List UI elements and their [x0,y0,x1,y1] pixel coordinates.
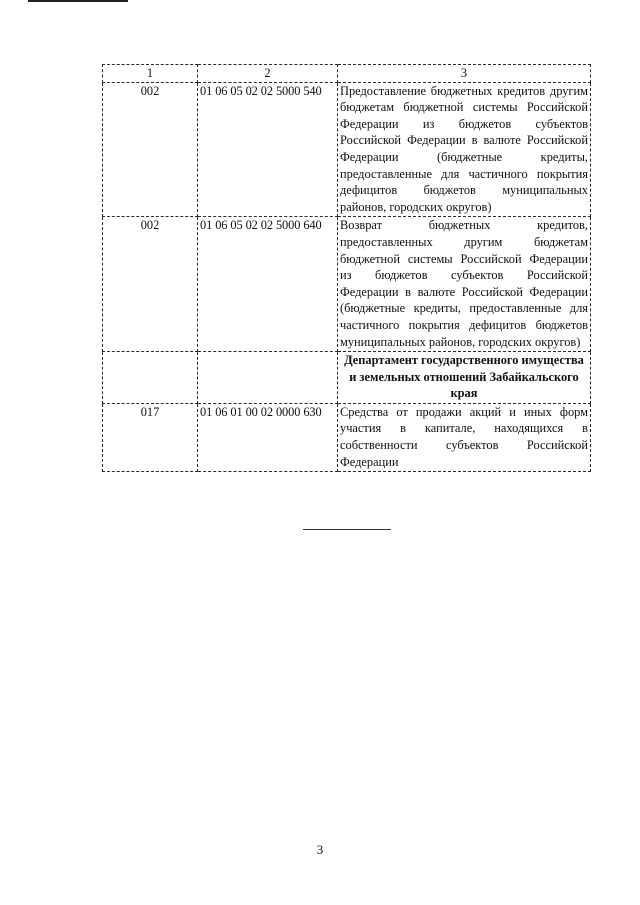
description-cell: Средства от продажи акций и иных форм участия в капитале, находящихся в собственности субъектов Российской Федерации [338,403,591,471]
description-cell: Предоставление бюджетных кредитов другим бюджетам бюджетной системы Российской Федерации из бюджетов субъектов Российской Федерации в валюте Российской Федерации (бюджетные кредиты, предоставленные для частичного покрытия дефицитов бюджетов муниципальных районов, городских округов) [338,82,591,217]
page-number: 3 [316,842,324,857]
top-rule [28,0,128,2]
table-header-row [103,65,591,83]
table-row [103,403,591,471]
department-heading-row [103,352,591,404]
admin-code-cell [103,352,198,404]
table-row [103,217,591,352]
budget-classification-code-cell [198,352,338,404]
budget-classification-code-cell: 01 06 05 02 02 5000 640 [198,217,338,352]
admin-code-cell: 002 [103,217,198,352]
admin-code-cell: 002 [103,82,198,217]
department-heading: Департамент государственного имущества и земельных отношений Забайкальского края [338,352,591,404]
budget-classification-code-cell: 01 06 05 02 02 5000 540 [198,82,338,217]
end-of-table-rule [303,529,391,530]
column-header-2: 2 [198,65,338,83]
budget-classification-code-cell: 01 06 01 00 02 0000 630 [198,403,338,471]
column-header-3: 3 [338,65,591,83]
description-cell: Возврат бюджетных кредитов, предоставленных другим бюджетам бюджетной системы Российской Федерации из бюджетов субъектов Российской Федерации в валюте Российской Федерации (бюджетные кредиты, предоставленные для частичного покрытия дефицитов бюджетов муниципальных районов, городских округов) [338,217,591,352]
budget-codes-table [102,64,591,472]
table-row [103,82,591,217]
admin-code-cell: 017 [103,403,198,471]
column-header-1: 1 [103,65,198,83]
